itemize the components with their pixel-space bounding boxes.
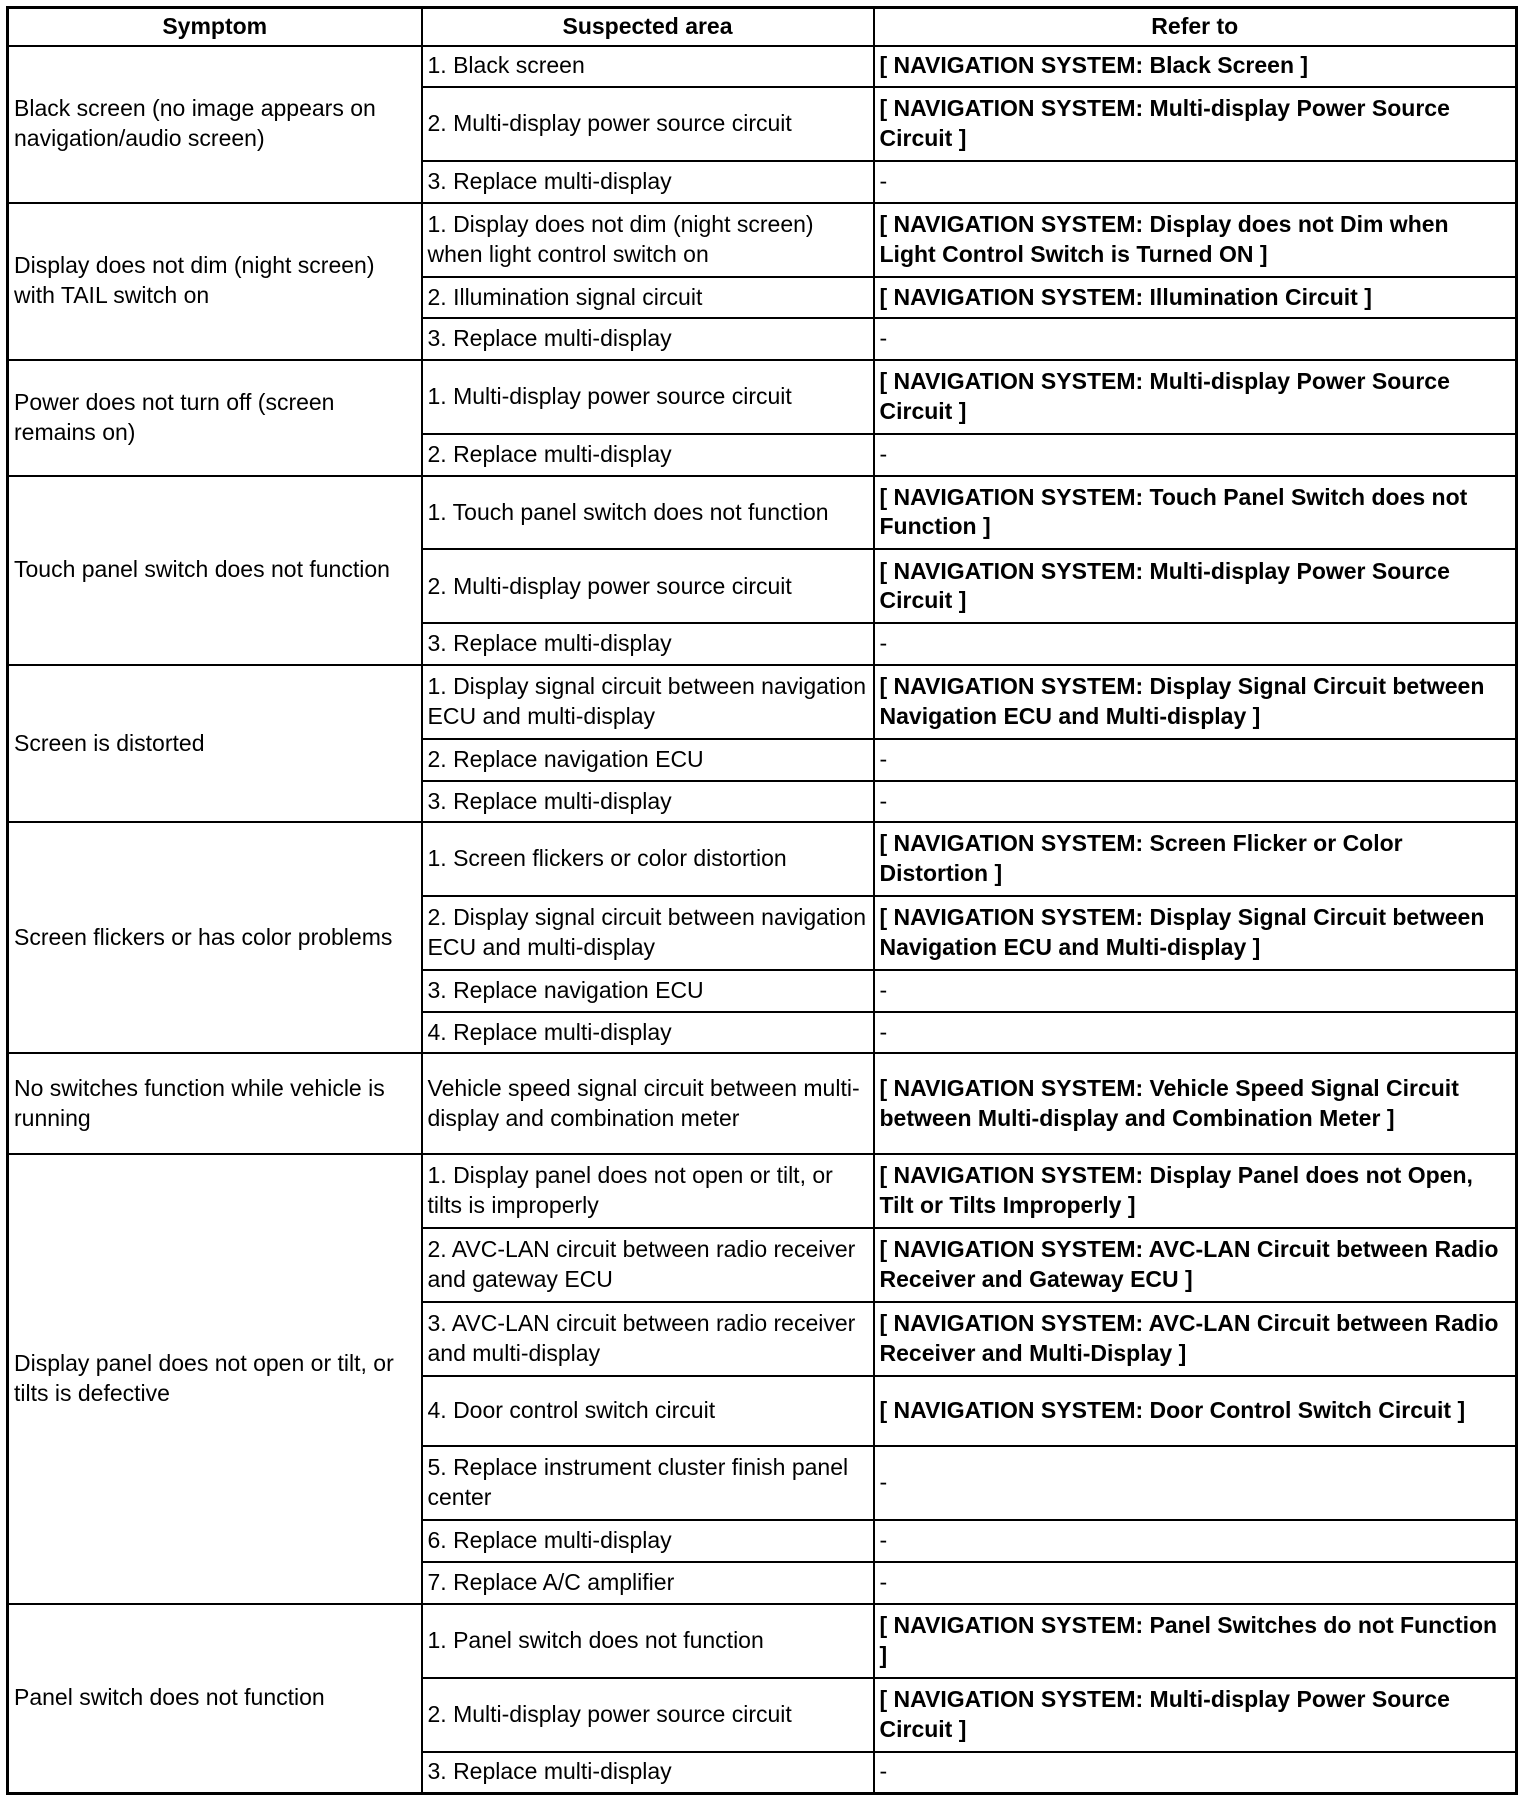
refer-to-cell: - — [874, 623, 1517, 665]
refer-to-cell: - — [874, 1562, 1517, 1604]
suspected-area-cell: 3. Replace navigation ECU — [422, 970, 874, 1012]
suspected-area-cell: 7. Replace A/C amplifier — [422, 1562, 874, 1604]
suspected-area-cell: 3. Replace multi-display — [422, 318, 874, 360]
refer-to-link[interactable]: [ NAVIGATION SYSTEM: AVC-LAN Circuit between Radio Receiver and Gateway ECU ] — [874, 1228, 1517, 1302]
suspected-area-cell: 1. Black screen — [422, 46, 874, 88]
symptom-cell: Power does not turn off (screen remains on) — [8, 360, 422, 476]
suspected-area-cell: 1. Display does not dim (night screen) when light control switch on — [422, 203, 874, 277]
refer-to-cell: - — [874, 1520, 1517, 1562]
suspected-area-cell: Vehicle speed signal circuit between multi-display and combination meter — [422, 1053, 874, 1153]
table-row — [8, 822, 1517, 896]
refer-to-link[interactable]: [ NAVIGATION SYSTEM: Screen Flicker or Color Distortion ] — [874, 822, 1517, 896]
symptom-cell: Screen flickers or has color problems — [8, 822, 422, 1053]
refer-to-link[interactable]: [ NAVIGATION SYSTEM: Multi-display Power Source Circuit ] — [874, 87, 1517, 161]
refer-to-cell: - — [874, 1446, 1517, 1520]
refer-to-cell: - — [874, 161, 1517, 203]
refer-to-cell: - — [874, 434, 1517, 476]
symptom-cell: No switches function while vehicle is running — [8, 1053, 422, 1153]
symptom-cell: Touch panel switch does not function — [8, 476, 422, 666]
suspected-area-cell: 1. Touch panel switch does not function — [422, 476, 874, 550]
symptom-cell: Black screen (no image appears on navigation/audio screen) — [8, 46, 422, 203]
table-row — [8, 203, 1517, 277]
header-refer-to: Refer to — [874, 8, 1517, 46]
symptom-cell: Screen is distorted — [8, 665, 422, 822]
header-symptom: Symptom — [8, 8, 422, 46]
suspected-area-cell: 6. Replace multi-display — [422, 1520, 874, 1562]
refer-to-cell: - — [874, 739, 1517, 781]
refer-to-link[interactable]: [ NAVIGATION SYSTEM: Display does not Dim when Light Control Switch is Turned ON ] — [874, 203, 1517, 277]
suspected-area-cell: 4. Replace multi-display — [422, 1012, 874, 1054]
refer-to-cell: - — [874, 318, 1517, 360]
table-row — [8, 1604, 1517, 1678]
suspected-area-cell: 2. Multi-display power source circuit — [422, 87, 874, 161]
suspected-area-cell: 1. Screen flickers or color distortion — [422, 822, 874, 896]
refer-to-cell: - — [874, 1752, 1517, 1794]
symptom-cell: Display does not dim (night screen) with TAIL switch on — [8, 203, 422, 360]
refer-to-link[interactable]: [ NAVIGATION SYSTEM: Multi-display Power Source Circuit ] — [874, 549, 1517, 623]
refer-to-link[interactable]: [ NAVIGATION SYSTEM: AVC-LAN Circuit between Radio Receiver and Multi-Display ] — [874, 1302, 1517, 1376]
header-suspected-area: Suspected area — [422, 8, 874, 46]
suspected-area-cell: 2. Multi-display power source circuit — [422, 1678, 874, 1752]
table-row — [8, 476, 1517, 550]
suspected-area-cell: 4. Door control switch circuit — [422, 1376, 874, 1447]
refer-to-cell: - — [874, 1012, 1517, 1054]
refer-to-link[interactable]: [ NAVIGATION SYSTEM: Vehicle Speed Signal Circuit between Multi-display and Combination Meter ] — [874, 1053, 1517, 1153]
table-row — [8, 46, 1517, 88]
refer-to-cell: - — [874, 781, 1517, 823]
refer-to-link[interactable]: [ NAVIGATION SYSTEM: Touch Panel Switch does not Function ] — [874, 476, 1517, 550]
suspected-area-cell: 2. Replace navigation ECU — [422, 739, 874, 781]
troubleshooting-table — [6, 6, 1518, 1795]
suspected-area-cell: 2. Multi-display power source circuit — [422, 549, 874, 623]
suspected-area-cell: 3. Replace multi-display — [422, 623, 874, 665]
refer-to-link[interactable]: [ NAVIGATION SYSTEM: Panel Switches do not Function ] — [874, 1604, 1517, 1678]
refer-to-link[interactable]: [ NAVIGATION SYSTEM: Multi-display Power Source Circuit ] — [874, 1678, 1517, 1752]
symptom-cell: Display panel does not open or tilt, or tilts is defective — [8, 1154, 422, 1604]
suspected-area-cell: 3. Replace multi-display — [422, 1752, 874, 1794]
table-row — [8, 360, 1517, 434]
suspected-area-cell: 1. Multi-display power source circuit — [422, 360, 874, 434]
header-row — [8, 8, 1517, 46]
suspected-area-cell: 1. Display panel does not open or tilt, or tilts is improperly — [422, 1154, 874, 1228]
refer-to-link[interactable]: [ NAVIGATION SYSTEM: Display Signal Circuit between Navigation ECU and Multi-display ] — [874, 665, 1517, 739]
suspected-area-cell: 1. Display signal circuit between navigation ECU and multi-display — [422, 665, 874, 739]
refer-to-link[interactable]: [ NAVIGATION SYSTEM: Illumination Circuit ] — [874, 277, 1517, 319]
symptom-cell: Panel switch does not function — [8, 1604, 422, 1794]
table-row — [8, 1053, 1517, 1153]
suspected-area-cell: 1. Panel switch does not function — [422, 1604, 874, 1678]
refer-to-link[interactable]: [ NAVIGATION SYSTEM: Door Control Switch Circuit ] — [874, 1376, 1517, 1447]
table-row — [8, 665, 1517, 739]
suspected-area-cell: 3. Replace multi-display — [422, 781, 874, 823]
suspected-area-cell: 2. Replace multi-display — [422, 434, 874, 476]
refer-to-cell: - — [874, 970, 1517, 1012]
suspected-area-cell: 2. Illumination signal circuit — [422, 277, 874, 319]
refer-to-link[interactable]: [ NAVIGATION SYSTEM: Display Signal Circuit between Navigation ECU and Multi-display ] — [874, 896, 1517, 970]
refer-to-link[interactable]: [ NAVIGATION SYSTEM: Black Screen ] — [874, 46, 1517, 88]
suspected-area-cell: 3. AVC-LAN circuit between radio receiver and multi-display — [422, 1302, 874, 1376]
table-row — [8, 1154, 1517, 1228]
refer-to-link[interactable]: [ NAVIGATION SYSTEM: Multi-display Power Source Circuit ] — [874, 360, 1517, 434]
suspected-area-cell: 2. Display signal circuit between navigation ECU and multi-display — [422, 896, 874, 970]
suspected-area-cell: 5. Replace instrument cluster finish panel center — [422, 1446, 874, 1520]
suspected-area-cell: 3. Replace multi-display — [422, 161, 874, 203]
suspected-area-cell: 2. AVC-LAN circuit between radio receiver and gateway ECU — [422, 1228, 874, 1302]
refer-to-link[interactable]: [ NAVIGATION SYSTEM: Display Panel does not Open, Tilt or Tilts Improperly ] — [874, 1154, 1517, 1228]
